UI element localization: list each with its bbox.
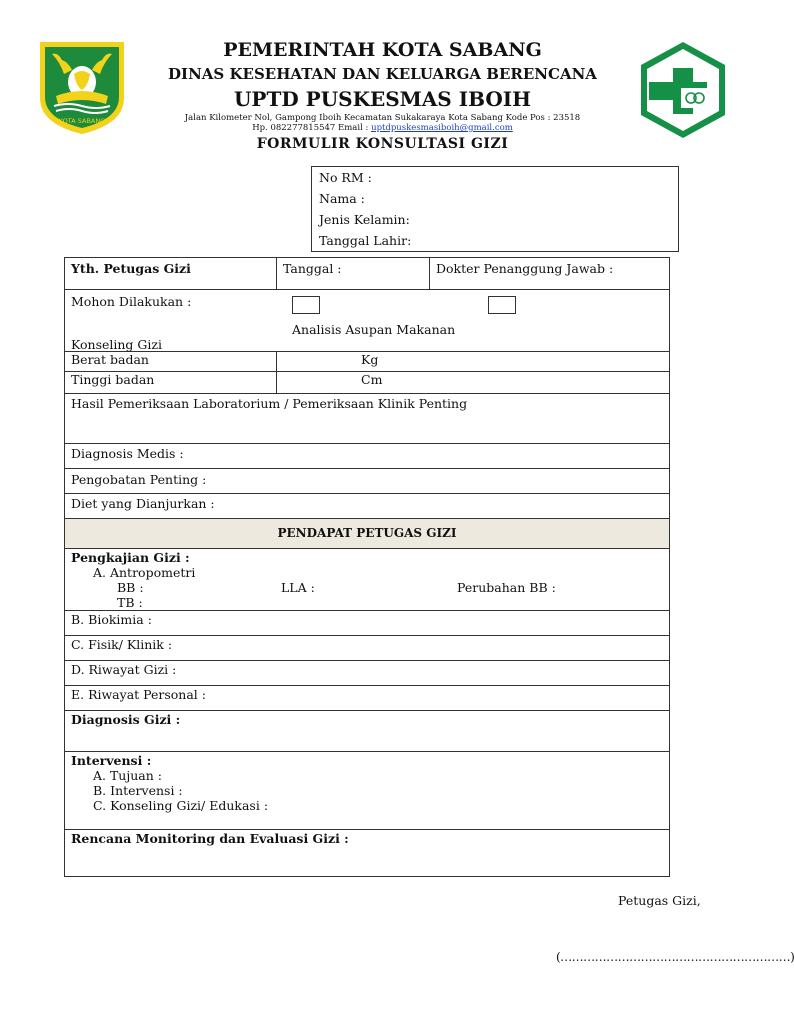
no-rm-label: No RM : (319, 170, 372, 185)
biokimia-cell[interactable]: B. Biokimia : (65, 611, 670, 636)
antropometri-label: A. Antropometri (93, 565, 196, 580)
table-row (65, 830, 670, 877)
table-row (65, 352, 670, 372)
table-row (65, 549, 670, 611)
header-government: PEMERINTAH KOTA SABANG (223, 39, 542, 61)
form-title: FORMULIR KONSULTASI GIZI (256, 136, 509, 152)
email-link[interactable]: uptdpuskesmasiboih@gmail.com (371, 123, 513, 133)
header-address: Jalan Kilometer Nol, Gampong Iboih Kecamatan Sukakaraya Kota Sabang Kode Pos : 23518 (184, 113, 581, 123)
analisis-label: Analisis Asupan Makanan (292, 322, 456, 337)
hasil-cell[interactable]: Hasil Pemeriksaan Laboratorium / Pemeriksaan Klinik Penting (65, 394, 670, 444)
table-row (65, 394, 670, 444)
bb-label[interactable]: BB : (117, 580, 144, 595)
table-row (65, 258, 670, 290)
signature-line[interactable]: (……………………………………………………) (556, 950, 794, 964)
yth-cell: Yth. Petugas Gizi (65, 258, 277, 290)
perubahan-bb-label[interactable]: Perubahan BB : (457, 580, 556, 595)
fisik-cell[interactable]: C. Fisik/ Klinik : (65, 636, 670, 661)
header-department: DINAS KESEHATAN DAN KELUARGA BERENCANA (168, 65, 597, 83)
table-row (65, 711, 670, 752)
pengkajian-cell (65, 549, 670, 611)
jenis-kelamin-label: Jenis Kelamin: (319, 212, 410, 227)
intervensi-cell (65, 752, 670, 830)
mohon-cell (65, 290, 670, 352)
header-puskesmas: UPTD PUSKESMAS IBOIH (233, 87, 532, 111)
pengkajian-label: Pengkajian Gizi : (71, 550, 190, 565)
table-row (65, 372, 670, 394)
puskesmas-logo-icon (637, 40, 729, 140)
intervensi-label[interactable]: B. Intervensi : (93, 783, 183, 798)
tanggal-cell[interactable]: Tanggal : (277, 258, 430, 290)
konseling-checkbox[interactable] (488, 296, 516, 314)
table-row (65, 686, 670, 711)
riwayat-personal-cell[interactable]: E. Riwayat Personal : (65, 686, 670, 711)
dokter-cell[interactable]: Dokter Penanggung Jawab : (430, 258, 670, 290)
table-row (65, 444, 670, 469)
nama-label: Nama : (319, 191, 365, 206)
table-row (65, 636, 670, 661)
tinggi-unit[interactable]: Cm (277, 372, 670, 394)
table-row (65, 752, 670, 830)
riwayat-gizi-cell[interactable]: D. Riwayat Gizi : (65, 661, 670, 686)
tinggi-label: Tinggi badan (65, 372, 277, 394)
konseling-edukasi-label[interactable]: C. Konseling Gizi/ Edukasi : (93, 798, 269, 813)
mohon-label: Mohon Dilakukan : (71, 294, 192, 309)
kota-sabang-logo-icon (38, 40, 126, 136)
rencana-cell[interactable]: Rencana Monitoring dan Evaluasi Gizi : (65, 830, 670, 877)
signature-title: Petugas Gizi, (618, 893, 701, 908)
konseling-label: Konseling Gizi (71, 337, 162, 352)
diet-cell[interactable]: Diet yang Dianjurkan : (65, 494, 670, 519)
table-row (65, 290, 670, 352)
consultation-form-table (64, 257, 670, 877)
pendapat-heading: PENDAPAT PETUGAS GIZI (65, 519, 670, 549)
svg-text:KOTA SABANG: KOTA SABANG (58, 117, 106, 125)
header-contact: Hp. 082277815547 Email : uptdpuskesmasiboih@gmail.com (252, 123, 513, 133)
pengobatan-cell[interactable]: Pengobatan Penting : (65, 469, 670, 494)
table-row (65, 611, 670, 636)
tujuan-label[interactable]: A. Tujuan : (93, 768, 162, 783)
patient-identity-box (311, 166, 679, 252)
tanggal-lahir-label: Tanggal Lahir: (319, 233, 412, 248)
analisis-checkbox[interactable] (292, 296, 320, 314)
intervensi-heading: Intervensi : (71, 753, 152, 768)
lla-label[interactable]: LLA : (281, 580, 315, 595)
diagnosis-gizi-cell[interactable]: Diagnosis Gizi : (65, 711, 670, 752)
table-row (65, 494, 670, 519)
table-row (65, 519, 670, 549)
table-row (65, 469, 670, 494)
diagnosis-medis-cell[interactable]: Diagnosis Medis : (65, 444, 670, 469)
berat-unit[interactable]: Kg (277, 352, 670, 372)
letterhead (0, 0, 768, 160)
table-row (65, 661, 670, 686)
tb-label[interactable]: TB : (117, 595, 143, 610)
berat-label: Berat badan (65, 352, 277, 372)
